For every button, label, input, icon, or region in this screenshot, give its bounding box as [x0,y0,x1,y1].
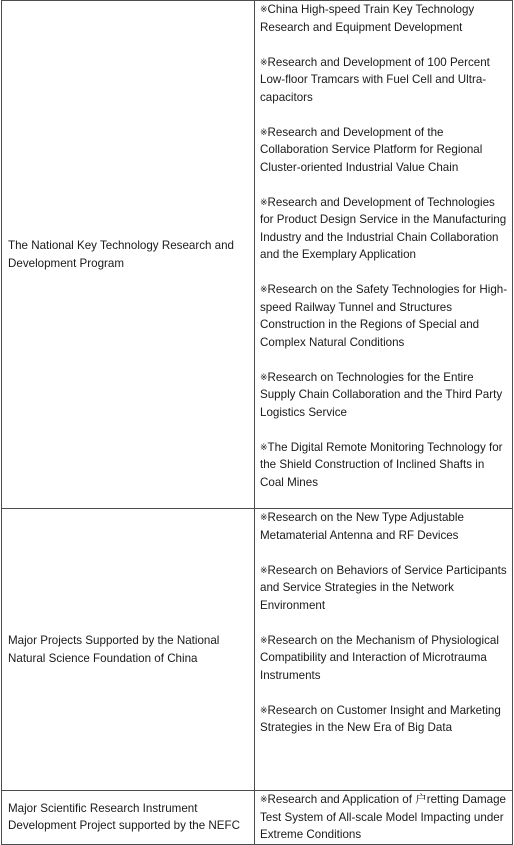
program-name: Major Projects Supported by the National Natural Science Foundation of China [8,634,220,665]
project-title: The Digital Remote Monitoring Technology for the Shield Construction of Inclined Shafts in Coal Mines [260,440,503,489]
reference-mark-icon: ※ [260,284,268,294]
project-item [260,124,509,177]
project-title: Research and Development of 100 Percent Low-floor Tramcars with Fuel Cell and Ultra-capacitors [260,55,490,104]
reference-mark-icon: ※ [260,196,268,207]
table-row [2,791,513,845]
project-item [260,369,509,422]
project-title: China High-speed Train Key Technology Research and Equipment Development [260,3,475,34]
project-title: Research on Customer Insight and Marketing Strategies in the New Era of Big Data [260,703,501,734]
program-name: The National Key Technology Research and Development Program [8,239,235,270]
project-item [260,1,509,36]
table-row [2,1,513,509]
reference-mark-icon: ※ [260,56,268,67]
project-item [260,281,509,351]
programs-table [1,0,513,845]
table-row [2,509,513,791]
project-title: Research on the Safety Technologies for High-speed Railway Tunnel and Structures Construction in the Regions of Special and Complex Natural Conditions [260,283,508,349]
project-title: Research and Development of Technologies for Product Design Service in the Manufacturing Industry and the Industrial Chain Collaboration and the Exemplary Application [260,195,507,261]
projects-cell [255,1,513,509]
project-item [260,54,509,107]
project-item [260,632,509,685]
reference-mark-icon: ※ [260,441,268,452]
project-item [260,791,509,844]
program-name: Major Scientific Research Instrument Development Project supported by the NEFC [8,801,240,833]
project-item [260,562,509,615]
project-title: Research and Development of the Collaboration Service Platform for Regional Cluster-oriented Industrial Value Chain [260,125,483,174]
reference-mark-icon: ※ [260,4,268,14]
project-item [260,702,509,737]
program-name-cell [2,509,255,791]
project-item [260,194,509,264]
reference-mark-icon: ※ [260,564,268,575]
project-title: Research and Application of 户retting Damage Test System of All-scale Model Impacting under Extreme Conditions [260,793,506,841]
program-name-cell [2,791,255,845]
project-item [260,439,509,492]
projects-cell [255,509,513,791]
project-item [260,509,509,544]
project-title: Research on the New Type Adjustable Metamaterial Antenna and RF Devices [260,511,464,542]
project-title: Research on Behaviors of Service Participants and Service Strategies in the Network Environment [260,563,507,612]
reference-mark-icon: ※ [260,794,268,804]
projects-cell [255,791,513,845]
project-title: Research on Technologies for the Entire Supply Chain Collaboration and the Third Party Logistics Service [260,370,503,419]
project-title: Research on the Mechanism of Physiological Compatibility and Interaction of Microtrauma Instruments [260,633,499,682]
reference-mark-icon: ※ [260,634,268,645]
reference-mark-icon: ※ [260,371,268,382]
reference-mark-icon: ※ [260,512,268,522]
reference-mark-icon: ※ [260,704,268,715]
program-name-cell [2,1,255,509]
reference-mark-icon: ※ [260,126,268,137]
